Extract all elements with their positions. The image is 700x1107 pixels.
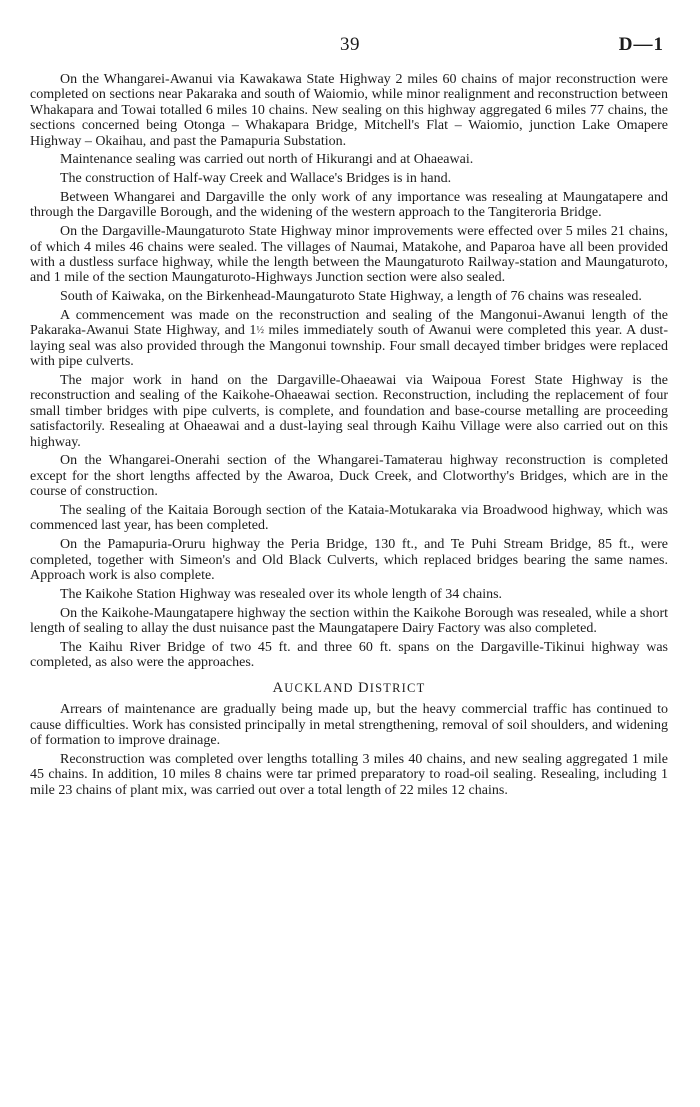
heading-cap-b: D [358, 679, 370, 696]
fraction-half: ½ [256, 325, 264, 337]
mangonui-text-part-1: A commencement was made on the reconstruction and sealing of the Mangonui-Awanui length of the Pakaraka-Awanui State Highway, and 1 [30, 308, 668, 339]
paragraph-arrears-maintenance: Arrears of maintenance are gradually being made up, but the heavy commercial traffic has continued to cause difficulties. Work has consisted principally in metal strengthening, removal of soil shoulders, and widening of formation to improve drainage. [30, 702, 668, 748]
paragraph-whangarei-dargaville: Between Whangarei and Dargaville the only work of any importance was resealing at Maungatapere and through the Dargaville Borough, and the widening of the western approach to the Tangiteroria Bridge. [30, 190, 668, 221]
heading-rest-b: ISTRICT [369, 680, 426, 695]
paragraph-whangarei-awanui: On the Whangarei-Awanui via Kawakawa State Highway 2 miles 60 chains of major reconstruction were completed on sections near Pakaraka and south of Waiomio, while minor realignment and reconstruction between Whakapara and Towai totalled 6 miles 10 chains. New sealing on this highway aggregated 6 miles 77 chains, the sections concerned being Otonga – Whakapara Bridge, Mitchell's Flat – Waiomio, junction Lake Omapere Highway – Okaihau, and past the Pamapuria Substation. [30, 72, 668, 149]
mangonui-text-part-2: miles immediately south of Awanui were completed this year. A dust-laying seal was also provided through the Mangonui township. Four small decayed timber bridges were replaced with pipe culverts. [30, 323, 668, 370]
paragraph-kaikohe-maungatapere: On the Kaikohe-Maungatapere highway the section within the Kaikohe Borough was resealed, while a short length of sealing to allay the dust nuisance past the Maungatapere Dairy Factory was also completed. [30, 605, 668, 637]
paragraph-reconstruction-totals: Reconstruction was completed over lengths totalling 3 miles 40 chains, and new sealing aggregated 1 mile 45 chains. In addition, 10 miles 8 chains were tar primed preparatory to road-oil sealing. Resealing, including 1 mile 23 chains of plant mix, was carried out over a total length of 22 miles 12 chains. [30, 751, 668, 798]
paragraph-kaiwaka: South of Kaiwaka, on the Birkenhead-Maungaturoto State Highway, a length of 76 chains was resealed. [60, 289, 642, 305]
document-reference: D—1 [618, 34, 664, 55]
paragraph-kaihu-river-bridge: The Kaihu River Bridge of two 45 ft. and three 60 ft. spans on the Dargaville-Tikinui highway was completed, as also were the approaches. [30, 639, 668, 671]
paragraph-kaitaia-borough: The sealing of the Kaitaia Borough section of the Kataia-Motukaraka via Broadwood highway, which was commenced last year, has been completed. [30, 503, 668, 534]
heading-cap-a: A [272, 679, 285, 696]
paragraph-dargaville-ohaeawai: The major work in hand on the Dargaville-Ohaeawai via Waipoua Forest State Highway is the reconstruction and sealing of the Kaikohe-Ohaeawai section. Reconstruction, including the replacement of four small timber bridges with pipe culverts, is complete, and foundation and base-course metalling are proceeding satisfactorily. Resealing at Ohaeawai and a dust-laying seal through Kaihu Village were also carried out on this highway. [30, 373, 668, 450]
paragraph-maintenance-sealing: Maintenance sealing was carried out north of Hikurangi and at Ohaeawai. [60, 152, 474, 168]
paragraph-whangarei-onerahi: On the Whangarei-Onerahi section of the Whangarei-Tamaterau highway reconstruction is completed except for the short lengths affected by the Awaroa, Duck Creek, and Clotworthy's Bridges, which are in the course of construction. [30, 453, 668, 500]
heading-rest-a: UCKLAND [284, 680, 354, 695]
paragraph-mangonui-awanui [30, 308, 668, 370]
body-text [30, 72, 668, 801]
paragraph-pamapuria-oruru: On the Pamapuria-Oruru highway the Peria Bridge, 130 ft., and Te Puhi Stream Bridge, 85 ft., were completed, together with Simeon's and Old Black Culverts, which replaced bridges bearing the same names. Approach work is also complete. [30, 537, 668, 584]
paragraph-kaikohe-station: The Kaikohe Station Highway was resealed over its whole length of 34 chains. [60, 586, 503, 602]
section-heading-auckland-district [30, 681, 668, 696]
page-number: 39 [340, 34, 360, 55]
paragraph-dargaville-maungaturoto: On the Dargaville-Maungaturoto State Highway minor improvements were effected over 5 miles 21 chains, of which 4 miles 46 chains were sealed. The villages of Naumai, Matakohe, and Paparoa have all been provided with a dustless surface highway, while the length between the Maungaturoto Railway-station and Maungaturoto, and 1 mile of the section Maungaturoto-Highways Junction section were also sealed. [30, 224, 668, 286]
paragraph-bridge-construction: The construction of Half-way Creek and Wallace's Bridges is in hand. [60, 171, 452, 187]
